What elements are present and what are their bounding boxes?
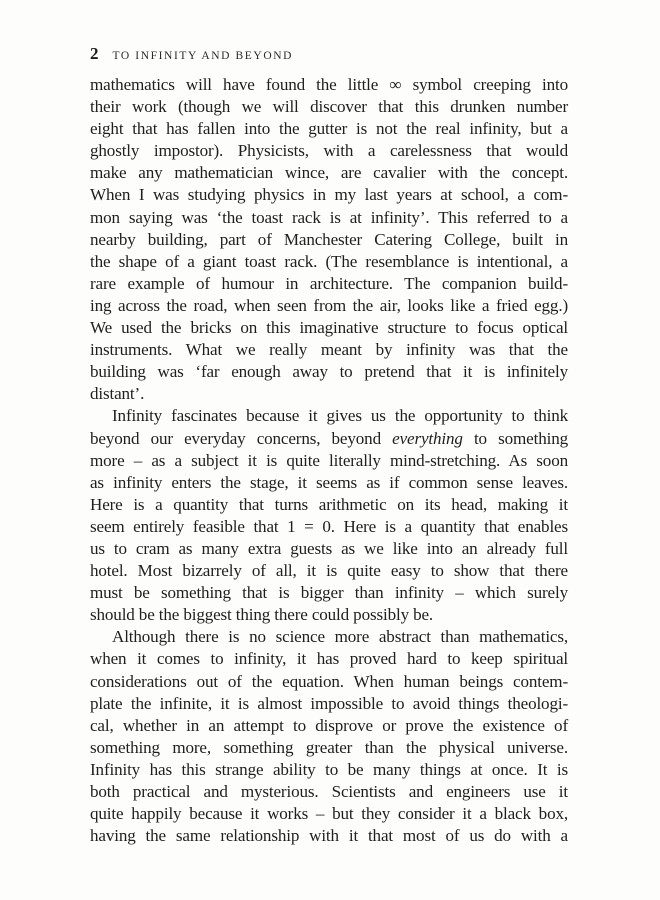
text-line: nearby building, part of Manchester Catering College, built in <box>90 229 568 249</box>
text-line: seem entirely feasible that 1 = 0. Here is a quantity that enables <box>90 516 568 536</box>
text-line: considerations out of the equation. When human beings contem- <box>90 671 568 691</box>
emphasis-text: everything <box>392 428 463 448</box>
text-segment: to something <box>462 428 568 448</box>
body-text <box>90 74 568 847</box>
text-line: ghostly impostor). Physicists, with a carelessness that would <box>90 141 568 161</box>
text-line: hotel. Most bizarrely of all, it is quite easy to show that there <box>90 561 568 581</box>
text-line: cal, whether in an attempt to disprove or prove the existence of <box>90 715 568 735</box>
text-segment: beyond our everyday concerns, beyond <box>90 428 393 448</box>
text-line: must be something that is bigger than infinity – which surely <box>90 583 568 603</box>
text-line: Although there is no science more abstract than mathematics, <box>112 627 568 647</box>
text-line: make any mathematician wince, are cavalier with the concept. <box>90 163 568 183</box>
text-line: mon saying was ‘the toast rack is at infinity’. This referred to a <box>90 207 568 227</box>
text-line: having the same relationship with it that most of us do with a <box>90 826 568 846</box>
page-number: 2 <box>90 44 99 63</box>
text-line: both practical and mysterious. Scientists and engineers use it <box>90 782 568 801</box>
text-line: when it comes to infinity, it has proved hard to keep spiritual <box>90 649 568 669</box>
text-line: instruments. What we really meant by infinity was that the <box>90 340 568 360</box>
text-line: When I was studying physics in my last years at school, a com- <box>90 185 568 205</box>
text-line: their work (though we will discover that this drunken number <box>90 97 568 117</box>
running-title: TO INFINITY AND BEYOND <box>112 50 294 62</box>
text-line: Here is a quantity that turns arithmetic on its head, making it <box>90 494 568 514</box>
text-line: something more, something greater than the physical universe. <box>90 737 568 757</box>
text-line: Infinity has this strange ability to be many things at once. It is <box>90 759 568 779</box>
text-line <box>90 428 568 450</box>
text-line: ing across the road, when seen from the air, looks like a fried egg.) <box>90 295 568 315</box>
text-line: the shape of a giant toast rack. (The resemblance is intentional, a <box>90 251 568 271</box>
text-line: quite happily because it works – but they consider it a black box, <box>90 804 568 824</box>
text-line: We used the bricks on this imaginative structure to focus optical <box>90 318 568 338</box>
text-line: mathematics will have found the little ∞ symbol creeping into <box>90 75 568 94</box>
text-line: Infinity fascinates because it gives us the opportunity to think <box>112 406 568 426</box>
text-line: plate the infinite, it is almost impossible to avoid things theologi- <box>90 693 568 713</box>
text-line: more – as a subject it is quite literally mind-stretching. As soon <box>90 450 568 470</box>
text-line: as infinity enters the stage, it seems as if common sense leaves. <box>90 472 568 492</box>
text-line: us to cram as many extra guests as we like into an already full <box>90 538 568 558</box>
running-header <box>90 44 580 64</box>
text-line: eight that has fallen into the gutter is not the real infinity, but a <box>90 119 568 139</box>
text-line: rare example of humour in architecture. The companion build- <box>90 273 568 293</box>
text-line: distant’. <box>90 384 145 404</box>
text-line: building was ‘far enough away to pretend that it is infinitely <box>90 362 568 382</box>
text-line: should be the biggest thing there could possibly be. <box>90 605 434 625</box>
